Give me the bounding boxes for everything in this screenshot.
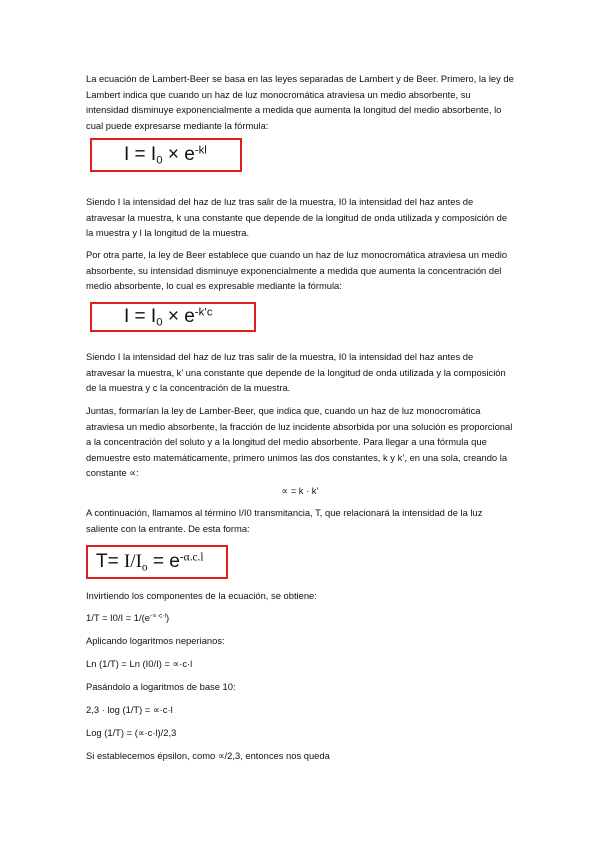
paragraph-epsilon: Si establecemos épsilon, como ∝/2,3, entonces nos queda <box>86 750 330 761</box>
paragraph-log10: Pasándolo a logaritmos de base 10: <box>86 681 236 692</box>
formula-transmittance-box <box>86 545 228 579</box>
formula-log-2: Log (1/T) = (∝·c·l)/2,3 <box>86 727 177 738</box>
formula-inverse: $1/T = I0/I = 1/(e^{-\propto\cdot c\cdot l})$ <box>86 612 170 623</box>
paragraph-lambert-intro: La ecuación de Lambert-Beer se basa en las leyes separadas de Lambert y de Beer. Primero, la ley de Lambert indica que cuando un haz de luz monocromática atraviesa un medio absorbente, su intensidad disminuye exponencialmente a medida que aumenta la longitud del medio absorbente, lo cual puede expresarse mediante la fórmula: <box>86 73 514 131</box>
paragraph-lambert-definitions: Siendo I la intensidad del haz de luz tras salir de la muestra, I0 la intensidad del haz antes de atravesar la muestra, k una constante que depende de la longitud de onda utilizada y composición de la muestra y l la longitud de la muestra. <box>86 196 508 239</box>
paragraph-beer-intro: Por otra parte, la ley de Beer establece que cuando un haz de luz monocromática atraviesa un medio absorbente, su intensidad disminuye exponencialmente a medida que aumenta la concentración del medio absorbente, lo cual es expresable mediante la fórmula: <box>86 249 508 292</box>
paragraph-ln: Aplicando logaritmos neperianos: <box>86 635 225 646</box>
formula-log-1: 2,3 · log (1/T) = ∝·c·l <box>86 704 173 715</box>
paragraph-transmittance: A continuación, llamamos al término I/I0 transmitancia, T, que relacionará la intensidad de la luz saliente con la entrante. De esta forma: <box>86 507 483 534</box>
formula-lambert-box <box>90 138 242 172</box>
formula-transmittance: $T= I/I_o = e^{-\alpha.c.l}$ <box>96 551 204 574</box>
formula-lambert: $I = I_0 \times e^{-kl}$ <box>124 144 207 167</box>
formula-beer: $I = I_0 \times e^{-k’c}$ <box>124 306 213 329</box>
formula-beer-box <box>90 302 256 332</box>
paragraph-invert: Invirtiendo los componentes de la ecuación, se obtiene: <box>86 590 317 601</box>
formula-ln: Ln (1/T) = Ln (I0/I) = ∝·c·l <box>86 658 193 669</box>
paragraph-beer-definitions: Siendo I la intensidad del haz de luz tras salir de la muestra, I0 la intensidad del haz antes de atravesar la muestra, k’ una constante que depende de la longitud de onda utilizada y la composición de la muestra y c la concentración de la muestra. <box>86 351 506 394</box>
formula-alpha: ∝ = k · k’ <box>281 485 319 496</box>
paragraph-lambert-beer: Juntas, formarían la ley de Lamber-Beer, que indica que, cuando un haz de luz monocromática atraviesa un medio absorbente, la fracción de luz incidente absorbida por una solución es proporcional a la concentración del soluto y a la longitud del medio absorbente. Para llegar a una fórmula que demuestre esto matemáticamente, primero unimos las dos constantes, k y k’, en una sola, creando la constante ∝: <box>86 405 513 479</box>
